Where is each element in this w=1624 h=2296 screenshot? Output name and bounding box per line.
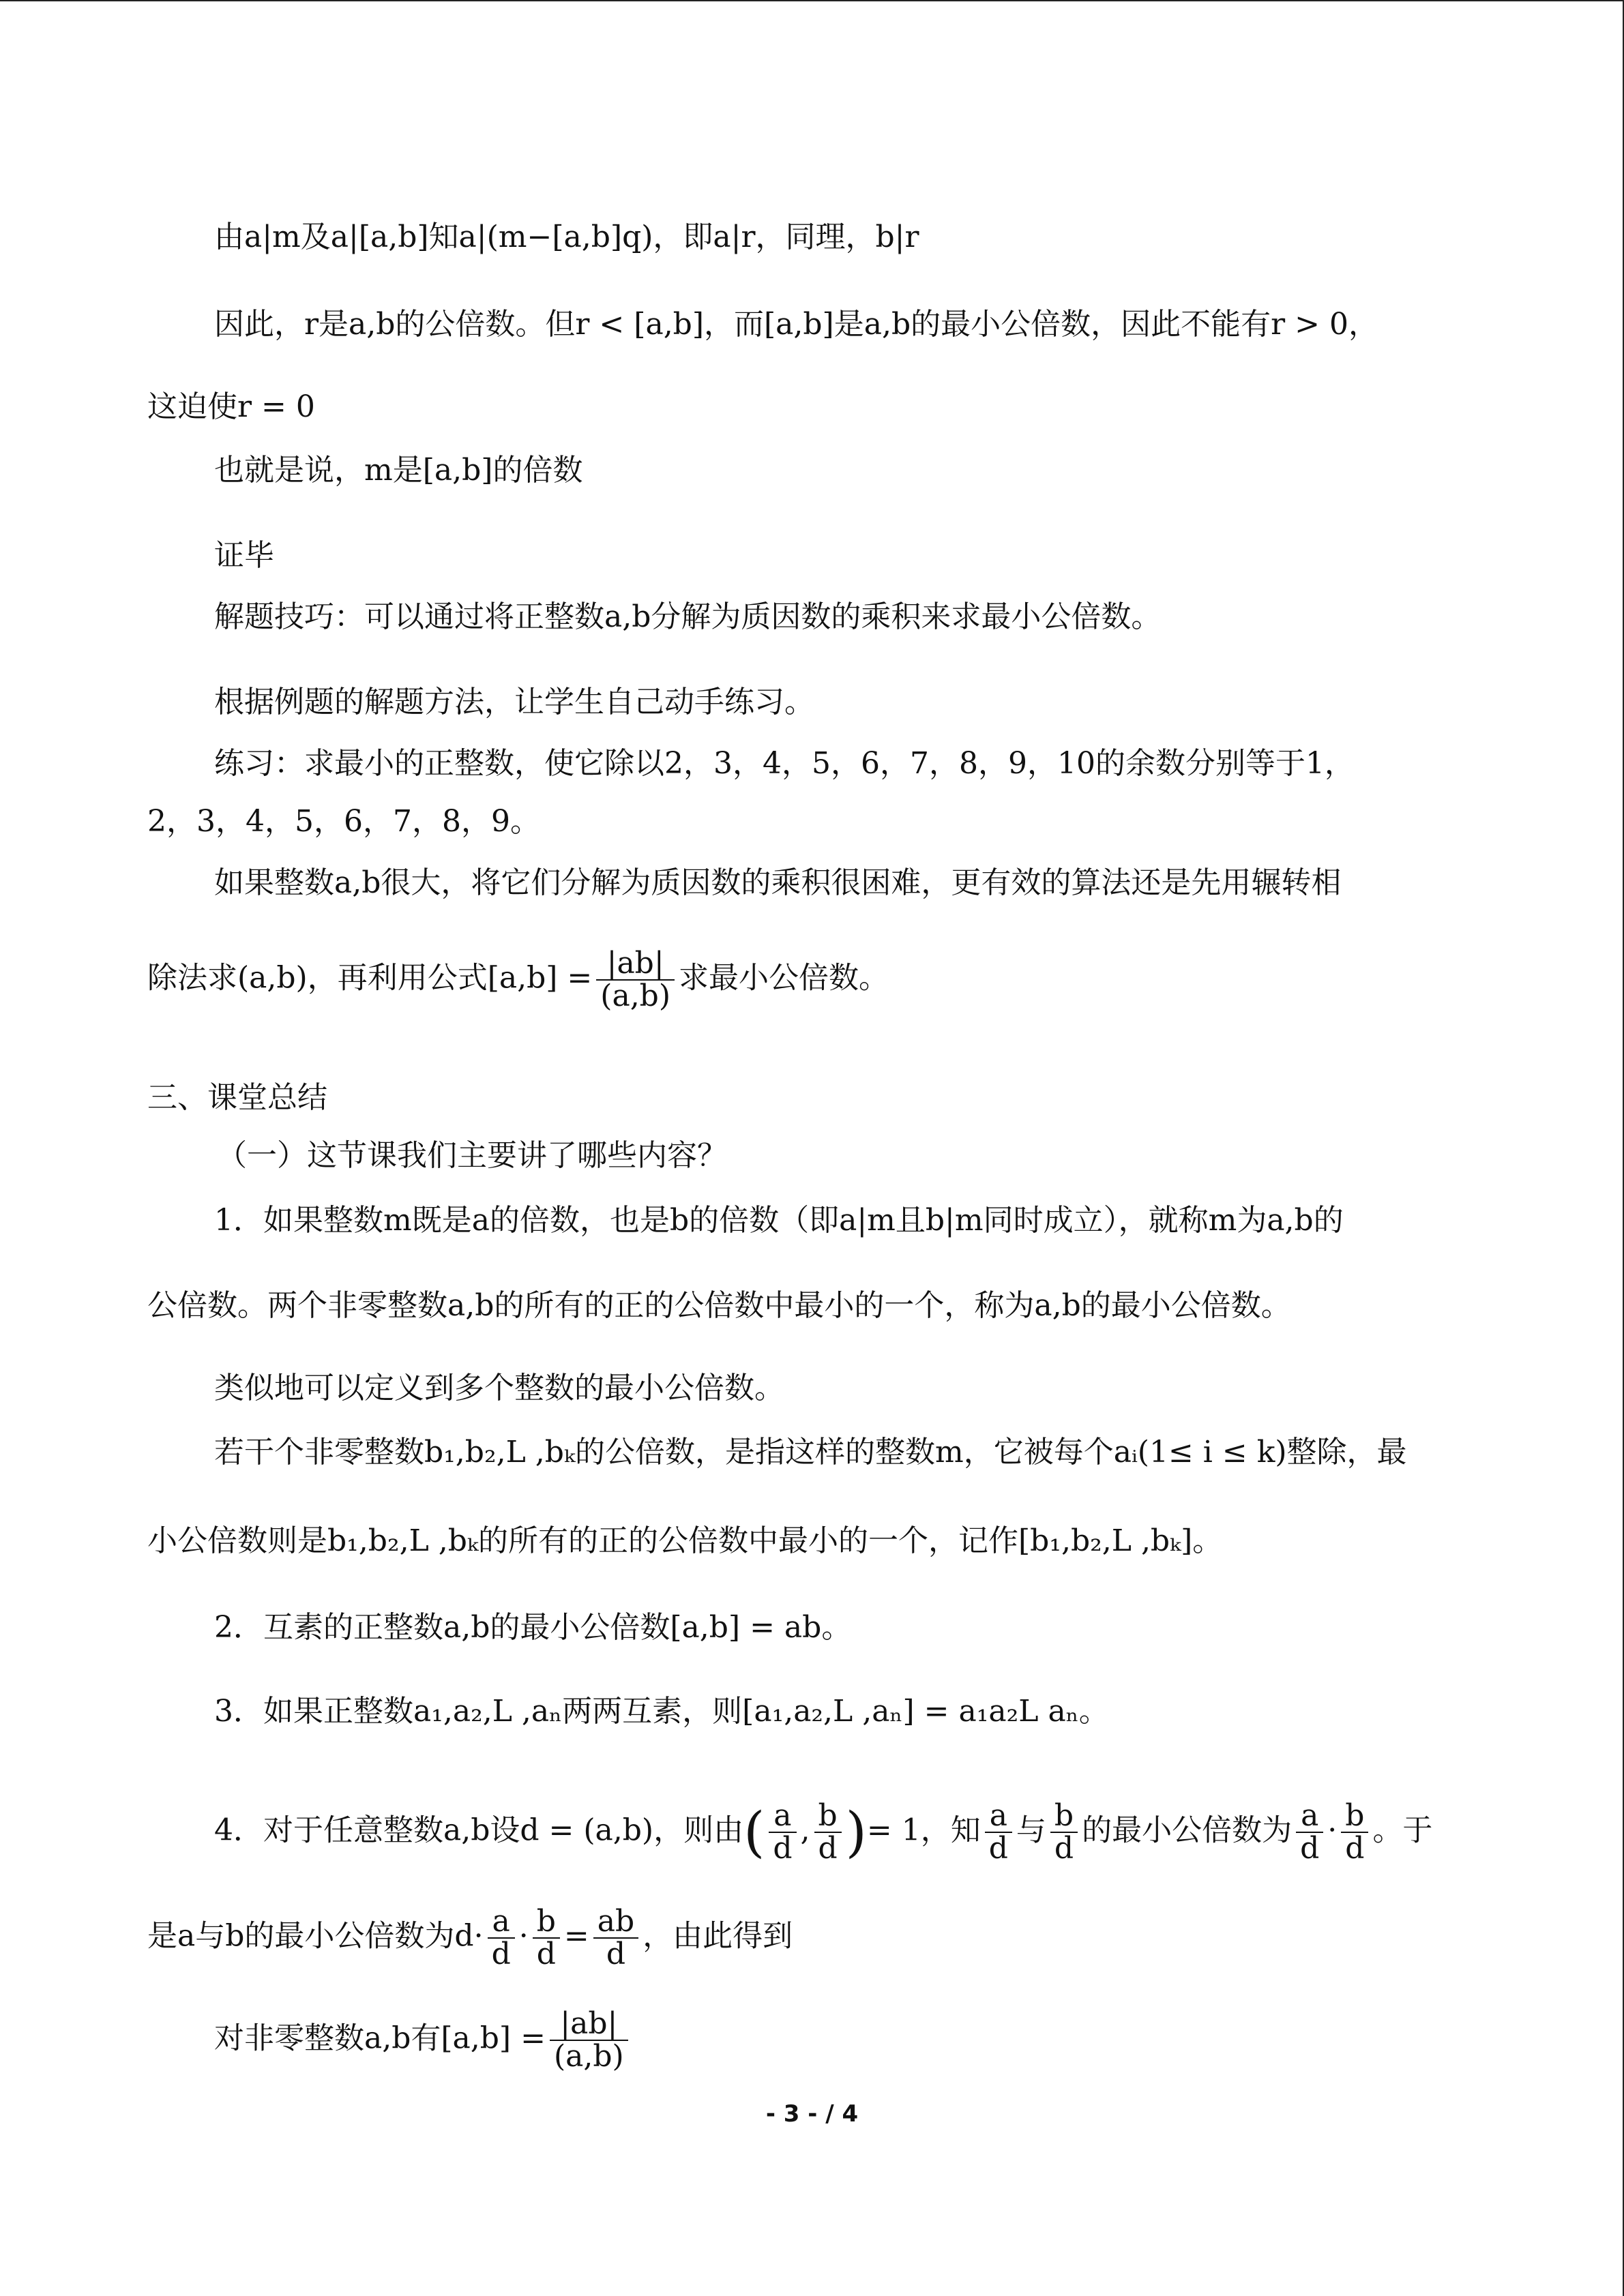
equals-sign: = xyxy=(563,1918,589,1954)
fraction-denominator: (a,b) xyxy=(550,2040,628,2072)
summary-2: 2．互素的正整数a,b的最小公倍数[a,b] = ab。 xyxy=(214,1610,852,1645)
fraction-b-over-d xyxy=(814,1800,842,1864)
proof-line-3: 这迫使r = 0 xyxy=(147,389,315,424)
fraction-numerator: |ab| xyxy=(606,946,664,981)
exercise-line-1: 练习：求最小的正整数，使它除以2，3，4，5，6，7，8，9，10的余数分别等于1， xyxy=(214,746,1355,781)
formula-prefix: 除法求(a,b)，再利用公式[a,b] = xyxy=(147,960,593,996)
dot-operator: · xyxy=(1327,1813,1338,1848)
denominator: d xyxy=(1296,1832,1323,1864)
text: = 1，知 xyxy=(866,1813,981,1848)
formula-suffix: 求最小公倍数。 xyxy=(679,960,889,996)
numerator: b xyxy=(818,1798,838,1833)
fraction-a-over-d xyxy=(1296,1800,1323,1864)
denominator: d xyxy=(769,1832,796,1864)
lcm-fraction xyxy=(550,2008,628,2072)
numerator: a xyxy=(773,1798,792,1833)
numerator: a xyxy=(989,1798,1007,1833)
denominator: d xyxy=(1050,1832,1078,1864)
fraction-b-over-d xyxy=(1341,1800,1368,1864)
summary-3: 3．如果正整数a₁,a₂,L ,aₙ两两互素，则[a₁,a₂,L ,aₙ] = a₁a₂L aₙ。 xyxy=(214,1694,1109,1729)
numerator: a xyxy=(492,1904,510,1939)
text: 与 xyxy=(1016,1813,1046,1848)
formula-line xyxy=(147,948,889,1012)
fraction-a-over-d xyxy=(985,1800,1012,1864)
fraction-b-over-d xyxy=(1050,1800,1078,1864)
big-paren-open: ( xyxy=(743,1800,765,1864)
summary-4-line-1 xyxy=(214,1800,1432,1864)
text: 4．对于任意整数a,b设d = (a,b)，则由 xyxy=(214,1813,744,1848)
exercise-intro: 根据例题的解题方法，让学生自己动手练习。 xyxy=(214,685,814,719)
denominator: d xyxy=(593,1937,638,1970)
exercise-line-2: 2，3，4，5，6，7，8，9。 xyxy=(147,804,540,839)
fraction-a-over-d xyxy=(488,1906,515,1970)
denominator: d xyxy=(533,1937,560,1970)
big-paren-close: ) xyxy=(845,1800,867,1864)
fraction-b-over-d xyxy=(533,1906,560,1970)
dot-operator: · xyxy=(518,1918,529,1954)
numerator: ab xyxy=(597,1904,635,1939)
numerator: b xyxy=(1054,1798,1074,1833)
numerator: a xyxy=(1301,1798,1319,1833)
section-heading: 三、课堂总结 xyxy=(147,1080,327,1115)
numerator: b xyxy=(536,1904,556,1939)
page-number: - 3 - / 4 xyxy=(765,2100,859,2128)
text: ，由此得到 xyxy=(643,1918,793,1954)
lcm-fraction xyxy=(596,948,675,1012)
proof-line-2: 因此，r是a,b的公倍数。但r < [a,b]，而[a,b]是a,b的最小公倍数，因此不能有r > 0， xyxy=(214,307,1378,342)
tip-line: 解题技巧：可以通过将正整数a,b分解为质因数的乘积来求最小公倍数。 xyxy=(214,599,1162,634)
comma: , xyxy=(800,1813,810,1848)
fraction-ab-over-d xyxy=(593,1906,638,1970)
summary-1-line-2: 公倍数。两个非零整数a,b的所有的正的公倍数中最小的一个，称为a,b的最小公倍数。 xyxy=(147,1288,1291,1323)
proof-line-4: 也就是说，m是[a,b]的倍数 xyxy=(214,453,583,488)
summary-def-line-1: 若干个非零整数b₁,b₂,L ,bₖ的公倍数，是指这样的整数m，它被每个aᵢ(1≤ i ≤ k)整除，最 xyxy=(214,1435,1407,1470)
summary-def-line-2: 小公倍数则是b₁,b₂,L ,bₖ的所有的正的公倍数中最小的一个，记作[b₁,b₂,L ,bₖ]。 xyxy=(147,1523,1223,1558)
summary-multi: 类似地可以定义到多个整数的最小公倍数。 xyxy=(214,1371,784,1405)
fraction-numerator: |ab| xyxy=(560,2006,618,2041)
proof-line-1: 由a|m及a|[a,b]知a|(m−[a,b]q)，即a|r，同理，b|r xyxy=(214,220,919,254)
algorithm-line: 如果整数a,b很大，将它们分解为质因数的乘积很困难，更有效的算法还是先用辗转相 xyxy=(214,865,1342,900)
text: 对非零整数a,b有[a,b] = xyxy=(214,2021,546,2056)
fraction-denominator: (a,b) xyxy=(596,979,675,1012)
denominator: d xyxy=(814,1832,842,1864)
fraction-a-over-d xyxy=(769,1800,796,1864)
summary-4-conclusion xyxy=(214,2008,632,2072)
denominator: d xyxy=(1341,1832,1368,1864)
proof-end: 证毕 xyxy=(214,538,274,573)
summary-4-line-2 xyxy=(147,1906,793,1970)
text: 的最小公倍数为 xyxy=(1082,1813,1293,1848)
denominator: d xyxy=(488,1937,515,1970)
denominator: d xyxy=(985,1832,1012,1864)
numerator: b xyxy=(1345,1798,1365,1833)
text: 。于 xyxy=(1372,1813,1433,1848)
subsection-heading: （一）这节课我们主要讲了哪些内容？ xyxy=(217,1138,727,1173)
summary-1-line-1: 1．如果整数m既是a的倍数，也是b的倍数（即a|m且b|m同时成立），就称m为a,b的 xyxy=(214,1203,1344,1238)
text: 是a与b的最小公倍数为d· xyxy=(147,1918,484,1954)
